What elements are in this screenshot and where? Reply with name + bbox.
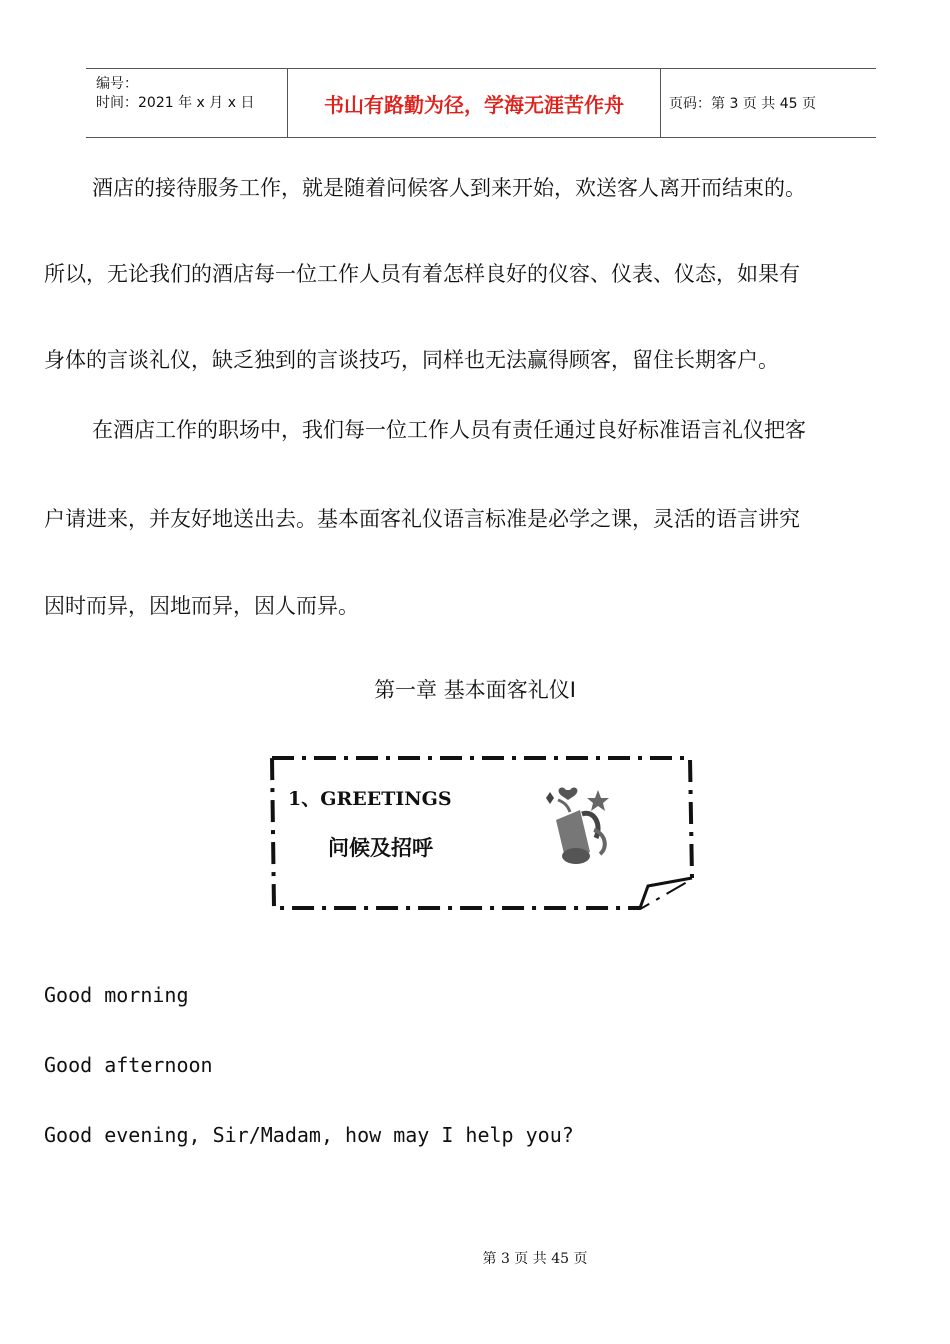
number-label: 编号： bbox=[96, 76, 138, 92]
paragraph-line: 酒店的接待服务工作，就是随着问候客人到来开始，欢送客人离开而结束的。 bbox=[92, 176, 806, 200]
paragraph-line: 因时而异，因地而异，因人而异。 bbox=[44, 594, 359, 618]
header-meta bbox=[86, 69, 286, 137]
header-motto: 书山有路勤为径，学海无涯苦作舟 bbox=[324, 92, 624, 117]
english-line: Good evening, Sir/Madam, how may I help you? bbox=[44, 1123, 574, 1147]
greeting-box bbox=[262, 750, 702, 918]
party-bells-icon bbox=[536, 780, 616, 866]
chapter-title: 第一章 基本面客礼仪Ⅰ bbox=[374, 678, 576, 702]
header-page-info: 页码：第 3 页 共 45 页 bbox=[669, 96, 816, 112]
greeting-title: 1、GREETINGS bbox=[288, 788, 452, 810]
header-divider bbox=[660, 69, 661, 137]
time-label: 时间：2021 年 x 月 x 日 bbox=[96, 95, 255, 111]
paragraph-line: 所以，无论我们的酒店每一位工作人员有着怎样良好的仪容、仪表、仪态，如果有 bbox=[44, 262, 800, 286]
greeting-subtitle: 问候及招呼 bbox=[328, 836, 433, 860]
page-footer: 第 3 页 共 45 页 bbox=[482, 1251, 588, 1267]
page-header bbox=[86, 68, 876, 138]
english-line: Good morning bbox=[44, 983, 189, 1007]
paragraph-line: 在酒店工作的职场中，我们每一位工作人员有责任通过良好标准语言礼仪把客 bbox=[92, 418, 806, 442]
paragraph-line: 户请进来，并友好地送出去。基本面客礼仪语言标准是必学之课，灵活的语言讲究 bbox=[44, 507, 800, 531]
paragraph-line: 身体的言谈礼仪，缺乏独到的言谈技巧，同样也无法赢得顾客，留住长期客户。 bbox=[44, 348, 779, 372]
english-line: Good afternoon bbox=[44, 1053, 213, 1077]
